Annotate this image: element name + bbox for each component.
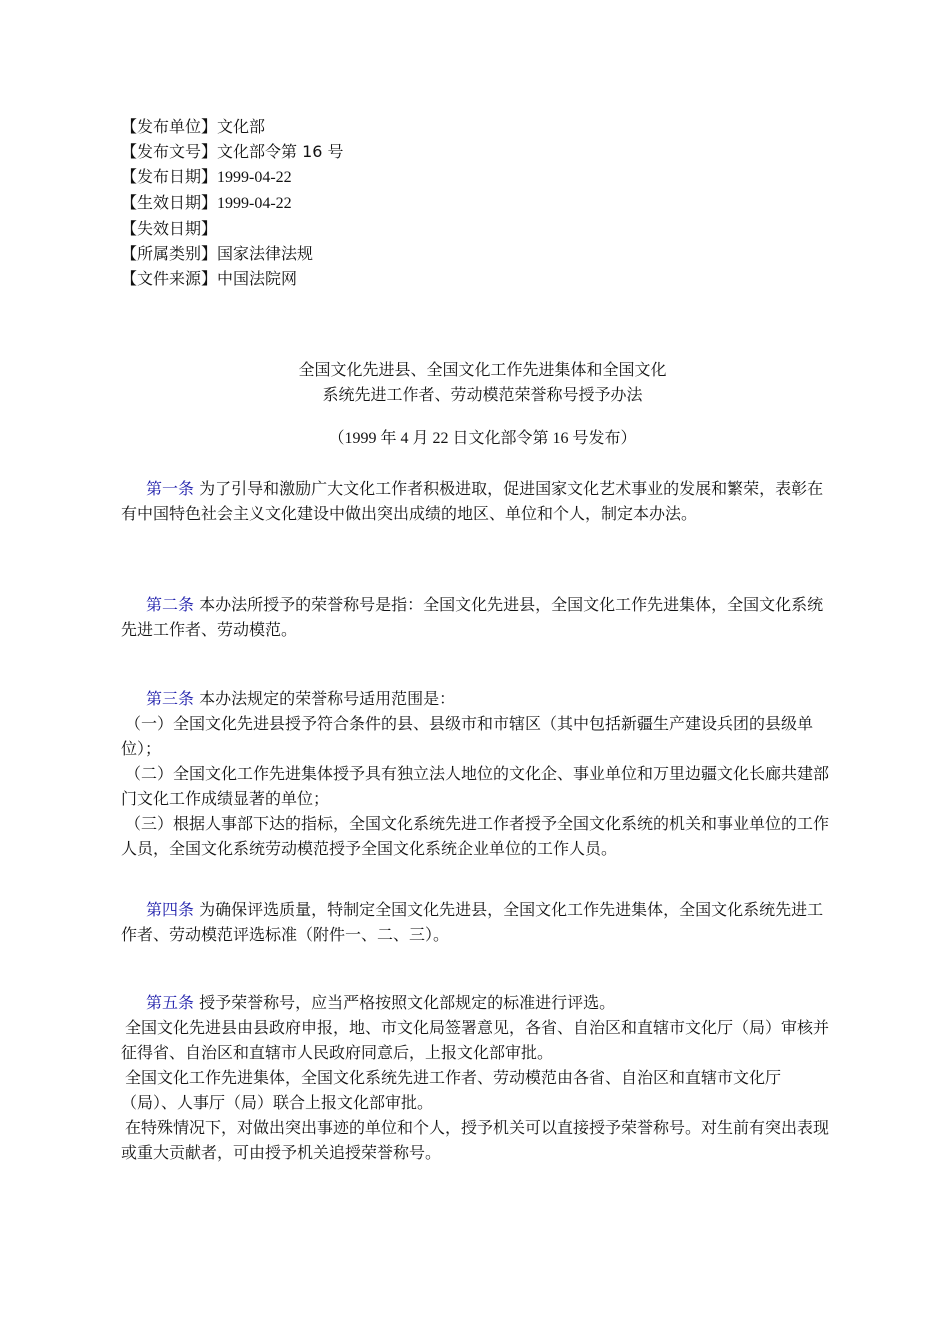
article-clause: （三）根据人事部下达的指标，全国文化系统先进工作者授予全国文化系统的机关和事业单位的工作人员，全国文化系统劳动模范授予全国文化系统企业单位的工作人员。 [121,814,830,858]
article-text: 本办法所授予的荣誉称号是指：全国文化先进县，全国文化工作先进集体，全国文化系统先进工作者、劳动模范。 [121,595,824,639]
meta-label: 【发布文号】 [121,142,218,161]
article-clause: 在特殊情况下，对做出突出事迹的单位和个人，授予机关可以直接授予荣誉称号。对生前有突出表现或重大贡献者，可由授予机关追授荣誉称号。 [121,1118,830,1162]
meta-value: 1999-04-22 [217,169,292,186]
article-3 [121,686,833,861]
meta-label: 【生效日期】 [121,193,218,212]
article-label: 第二条 [146,595,195,614]
article-clause: 全国文化先进县由县政府申报，地、市文化局签署意见，各省、自治区和直辖市文化厅（局）审核并征得省、自治区和直辖市人民政府同意后，上报文化部审批。 [121,1018,830,1062]
article-text: 为了引导和激励广大文化工作者积极进取，促进国家文化艺术事业的发展和繁荣，表彰在有中国特色社会主义文化建设中做出突出成绩的地区、单位和个人，制定本办法。 [121,479,824,523]
article-text: 授予荣誉称号，应当严格按照文化部规定的标准进行评选。 [199,993,616,1012]
meta-label: 【发布单位】 [121,117,218,136]
meta-value: 中国法院网 [217,269,298,288]
meta-row-publish-date [121,164,344,190]
article-label: 第三条 [146,689,195,708]
article-label: 第一条 [146,479,195,498]
article-label: 第四条 [146,900,195,919]
meta-value: 文化部 [217,117,266,136]
article-5 [121,990,833,1165]
article-1 [121,476,833,526]
meta-value: 文化部令第 16 号 [217,142,344,161]
article-2 [121,592,833,642]
title-line-1: 全国文化先进县、全国文化工作先进集体和全国文化 [298,360,667,379]
meta-value: 国家法律法规 [217,244,314,263]
meta-label: 【发布日期】 [121,167,218,186]
meta-value: 1999-04-22 [217,195,292,212]
article-4 [121,897,833,947]
article-label: 第五条 [146,993,195,1012]
article-text: 为确保评选质量，特制定全国文化先进县，全国文化工作先进集体，全国文化系统先进工作者、劳动模范评选标准（附件一、二、三）。 [121,900,824,944]
meta-label: 【文件来源】 [121,269,218,288]
article-text: 本办法规定的荣誉称号适用范围是： [199,689,456,708]
document-metadata [121,114,344,291]
article-clause: （一）全国文化先进县授予符合条件的县、县级市和市辖区（其中包括新疆生产建设兵团的县级单位）； [121,714,814,758]
title-line-2: 系统先进工作者、劳动模范荣誉称号授予办法 [322,385,643,404]
article-clause: 全国文化工作先进集体，全国文化系统先进工作者、劳动模范由各省、自治区和直辖市文化厅（局）、人事厅（局）联合上报文化部审批。 [121,1068,782,1112]
meta-row-issuer [121,114,344,139]
meta-row-expiry-date [121,216,344,241]
meta-row-source [121,266,344,291]
document-subtitle: （1999 年 4 月 22 日文化部令第 16 号发布） [328,430,637,447]
article-clause: （二）全国文化工作先进集体授予具有独立法人地位的文化企、事业单位和万里边疆文化长廊共建部门文化工作成绩显著的单位； [121,764,830,808]
meta-row-doc-number [121,139,344,164]
meta-label: 【失效日期】 [121,219,218,238]
meta-row-effective-date [121,190,344,216]
meta-label: 【所属类别】 [121,244,218,263]
document-title [0,357,950,407]
meta-row-category [121,241,344,266]
